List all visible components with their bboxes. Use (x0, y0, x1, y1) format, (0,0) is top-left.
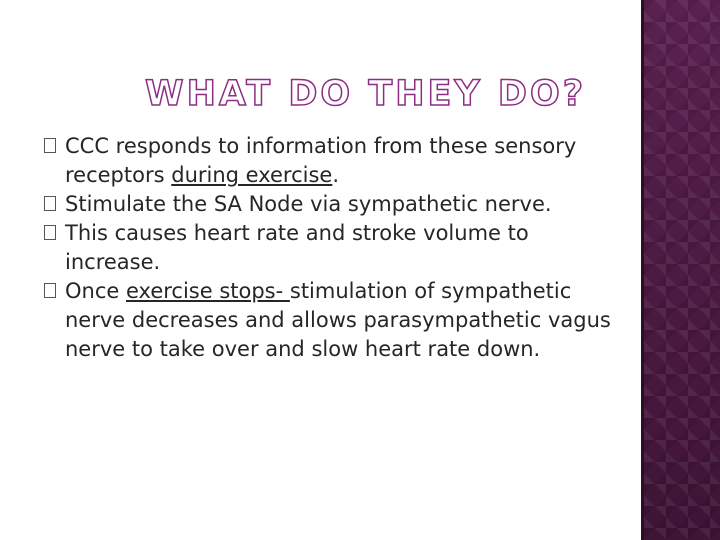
bullet-text: This causes heart rate and stroke volume to increase. (65, 221, 529, 274)
bullet-text: stimulation of sympathetic nerve decreases and allows parasympathetic vagus nerve to take over and slow heart rate down. (65, 279, 611, 361)
underlined-text: exercise stops- (125, 279, 290, 303)
bullet-list (44, 132, 629, 364)
bullet-item (44, 190, 629, 219)
bullet-text: Stimulate the SA Node via sympathetic nerve. (65, 192, 552, 216)
decorative-side-panel (641, 0, 720, 540)
empty-box-icon (44, 283, 56, 298)
bullet-item (44, 219, 629, 277)
underlined-text: during exercise (171, 163, 333, 187)
slide-title: WHAT DO THEY DO? (145, 74, 587, 114)
empty-box-icon (44, 196, 56, 211)
empty-box-icon (44, 225, 56, 240)
bullet-item (44, 132, 629, 190)
bullet-text: Once (65, 279, 126, 303)
bullet-item (44, 277, 629, 364)
empty-box-icon (44, 138, 56, 153)
bullet-text: . (332, 163, 340, 187)
bullet-text: CCC responds to information from these sensory receptors (65, 134, 577, 187)
